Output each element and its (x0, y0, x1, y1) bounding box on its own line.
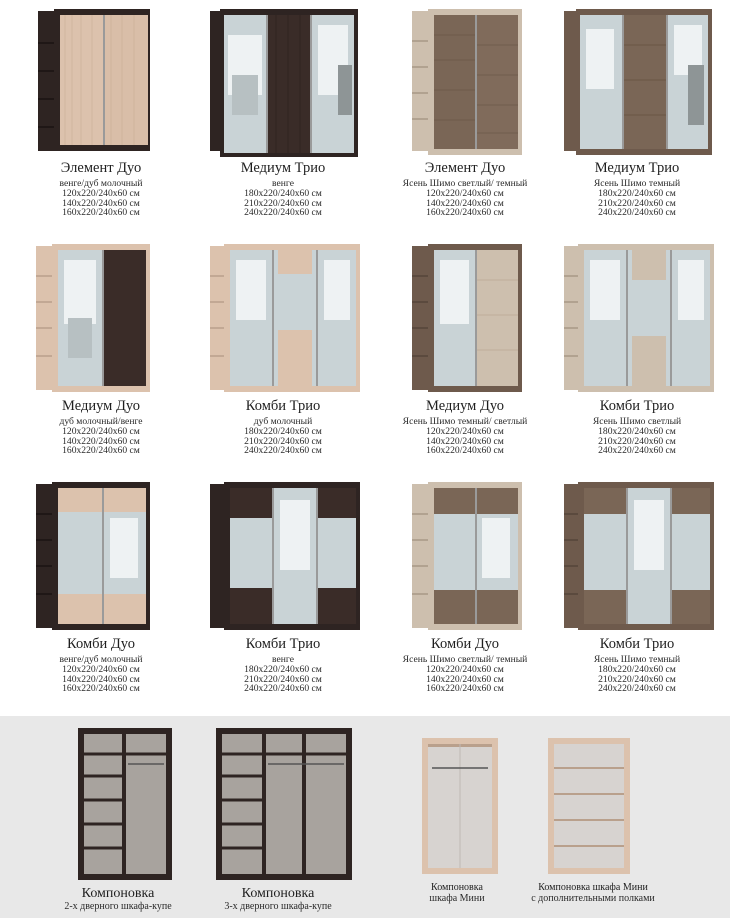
layout-card[interactable] (514, 734, 672, 914)
size-line: 140x220/240x60 см (62, 197, 140, 209)
size-line: 140x220/240x60 см (62, 673, 140, 685)
size-line: 240x220/240x60 см (244, 207, 322, 219)
wardrobe-image (192, 5, 374, 155)
product-color: Ясень Шимо темный (593, 178, 681, 189)
product-sizes (546, 665, 728, 694)
product-caption (546, 636, 728, 694)
product-color: Ясень Шимо темный (593, 654, 681, 665)
product-caption (10, 160, 192, 218)
product-title: Комби Трио (599, 398, 675, 414)
layout-subtitle: 2-х дверного шкафа-купе (64, 901, 172, 912)
size-line: 120x220/240x60 см (62, 664, 140, 675)
layout-card[interactable] (402, 734, 512, 914)
size-line: 240x220/240x60 см (598, 445, 676, 457)
size-line: 120x220/240x60 см (62, 426, 140, 437)
product-color: дуб молочный/венге (59, 416, 143, 427)
product-sizes (546, 427, 728, 456)
product-sizes (374, 189, 556, 218)
size-line: 180x220/240x60 см (244, 664, 322, 675)
wardrobe-image (546, 478, 728, 628)
wardrobe-image (546, 240, 728, 390)
product-title: Медиум Трио (240, 160, 326, 176)
product-caption (374, 398, 556, 456)
layout-card[interactable] (48, 724, 188, 916)
product-color: Ясень Шимо темный/ светлый (402, 416, 528, 427)
size-line: 160x220/240x60 см (62, 445, 140, 457)
product-sizes (192, 427, 374, 456)
product-title: Комби Дуо (431, 636, 499, 652)
size-line: 180x220/240x60 см (598, 426, 676, 437)
layouts-panel (0, 716, 730, 918)
size-line: 210x220/240x60 см (244, 673, 322, 685)
product-caption (192, 160, 374, 218)
product-caption (192, 636, 374, 694)
wardrobe-image (192, 478, 374, 628)
wardrobe-image (546, 5, 728, 155)
size-line: 240x220/240x60 см (598, 207, 676, 219)
size-line: 180x220/240x60 см (244, 426, 322, 437)
size-line: 210x220/240x60 см (598, 197, 676, 209)
product-title: Элемент Дуо (60, 160, 142, 176)
product-sizes (374, 427, 556, 456)
layout-3door-image (192, 724, 364, 882)
size-line: 120x220/240x60 см (426, 426, 504, 437)
wardrobe-image (10, 240, 192, 390)
layout-title: Компоновка (81, 886, 155, 901)
size-line: 180x220/240x60 см (244, 188, 322, 199)
size-line: 180x220/240x60 см (598, 188, 676, 199)
size-line: 120x220/240x60 см (62, 188, 140, 199)
layout-subtitle: 3-х дверного шкафа-купе (224, 901, 332, 912)
size-line: 240x220/240x60 см (244, 683, 322, 695)
layout-title: Компоновка (431, 882, 483, 893)
product-title: Медиум Дуо (62, 398, 140, 414)
wardrobe-image (374, 240, 556, 390)
size-line: 240x220/240x60 см (598, 683, 676, 695)
product-sizes (10, 427, 192, 456)
layout-mini-image (402, 734, 512, 876)
size-line: 160x220/240x60 см (426, 207, 504, 219)
product-color: венге (272, 178, 294, 189)
product-title: Комби Трио (245, 398, 321, 414)
size-line: 160x220/240x60 см (426, 445, 504, 457)
size-line: 160x220/240x60 см (62, 207, 140, 219)
layout-mini-shelves-image (514, 734, 672, 876)
product-caption (374, 160, 556, 218)
size-line: 140x220/240x60 см (426, 673, 504, 685)
size-line: 210x220/240x60 см (244, 197, 322, 209)
size-line: 140x220/240x60 см (426, 197, 504, 209)
product-color: Ясень Шимо светлый/ темный (402, 178, 528, 189)
product-sizes (10, 665, 192, 694)
size-line: 120x220/240x60 см (426, 664, 504, 675)
size-line: 120x220/240x60 см (426, 188, 504, 199)
product-color: дуб молочный (253, 416, 313, 427)
product-sizes (374, 665, 556, 694)
product-color: Ясень Шимо светлый/ темный (402, 654, 528, 665)
product-sizes (10, 189, 192, 218)
product-sizes (192, 189, 374, 218)
product-title: Комби Трио (599, 636, 675, 652)
product-caption (374, 636, 556, 694)
size-line: 180x220/240x60 см (598, 664, 676, 675)
product-title: Элемент Дуо (424, 160, 506, 176)
layout-subtitle: шкафа Мини (429, 893, 485, 904)
size-line: 140x220/240x60 см (62, 435, 140, 447)
product-sizes (192, 665, 374, 694)
product-color: венге/дуб молочный (59, 654, 143, 665)
product-sizes (546, 189, 728, 218)
layout-2door-image (48, 724, 188, 882)
product-title: Медиум Дуо (426, 398, 504, 414)
product-color: венге/дуб молочный (59, 178, 143, 189)
product-caption (192, 398, 374, 456)
size-line: 160x220/240x60 см (62, 683, 140, 695)
size-line: 210x220/240x60 см (244, 435, 322, 447)
product-title: Медиум Трио (594, 160, 680, 176)
product-caption (546, 160, 728, 218)
product-caption (546, 398, 728, 456)
wardrobe-image (192, 240, 374, 390)
size-line: 240x220/240x60 см (244, 445, 322, 457)
product-color: Ясень Шимо светлый (592, 416, 682, 427)
product-color: венге (272, 654, 294, 665)
layout-card[interactable] (192, 724, 364, 916)
wardrobe-image (10, 478, 192, 628)
layout-title: Компоновка шкафа Мини (538, 882, 648, 893)
layout-subtitle: с дополнительными полками (531, 893, 655, 904)
wardrobe-image (374, 5, 556, 155)
product-title: Комби Дуо (67, 636, 135, 652)
size-line: 210x220/240x60 см (598, 435, 676, 447)
size-line: 210x220/240x60 см (598, 673, 676, 685)
size-line: 160x220/240x60 см (426, 683, 504, 695)
wardrobe-image (10, 5, 192, 155)
wardrobe-image (374, 478, 556, 628)
size-line: 140x220/240x60 см (426, 435, 504, 447)
product-title: Комби Трио (245, 636, 321, 652)
layout-title: Компоновка (241, 886, 315, 901)
product-caption (10, 636, 192, 694)
product-caption (10, 398, 192, 456)
